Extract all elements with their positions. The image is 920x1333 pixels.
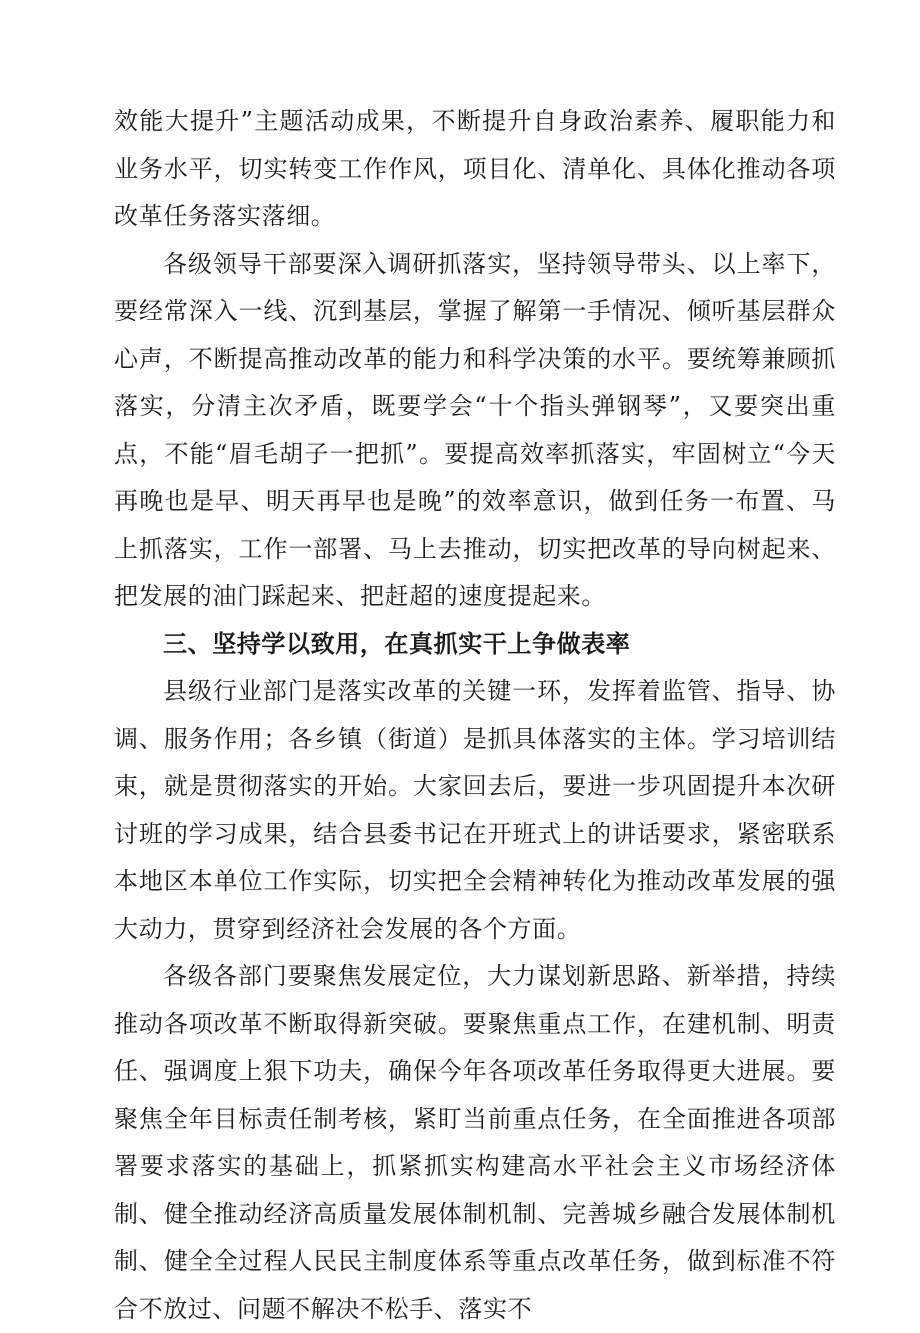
document-body — [114, 98, 836, 1333]
paragraph-focus-development: 各级各部门要聚焦发展定位，大力谋划新思路、新举措，持续推动各项改革不断取得新突破。要聚焦重点工作，在建机制、明责任、强调度上狠下功夫，确保今年各项改革任务取得更大进展。要聚焦全年目标责任制考核，紧盯当前重点任务，在全面推进各项部署要求落实的基础上，抓紧抓实构建高水平社会主义市场经济体制、健全推动经济高质量发展体制机制、完善城乡融合发展体制机制、健全全过程人民民主制度体系等重点改革任务，做到标准不符合不放过、问题不解决不松手、落实不 — [114, 962, 836, 1323]
paragraph-continued: 效能大提升”主题活动成果，不断提升自身政治素养、履职能力和业务水平，切实转变工作作风，项目化、清单化、具体化推动各项改革任务落实落细。 — [114, 107, 836, 230]
paragraph-county-departments: 县级行业部门是落实改革的关键一环，发挥着监管、指导、协调、服务作用；各乡镇（街道）是抓具体落实的主体。学习培训结束，就是贯彻落实的开始。大家回去后，要进一步巩固提升本次研讨班的学习成果，结合县委书记在开班式上的讲话要求，紧密联系本地区本单位工作实际，切实把全会精神转化为推动改革发展的强大动力，贯穿到经济社会发展的各个方面。 — [114, 677, 836, 943]
section-heading-three: 三、坚持学以致用，在真抓实干上争做表率 — [163, 629, 631, 658]
paragraph-leadership-implementation: 各级领导干部要深入调研抓落实，坚持领导带头、以上率下，要经常深入一线、沉到基层，掌握了解第一手情况、倾听基层群众心声，不断提高推动改革的能力和科学决策的水平。要统筹兼顾抓落实，分清主次矛盾，既要学会“十个指头弹钢琴”，又要突出重点，不能“眉毛胡子一把抓”。要提高效率抓落实，牢固树立“今天再晚也是早、明天再早也是晚”的效率意识，做到任务一布置、马上抓落实，工作一部署、马上去推动，切实把改革的导向树起来、把发展的油门踩起来、把赶超的速度提起来。 — [114, 249, 836, 610]
